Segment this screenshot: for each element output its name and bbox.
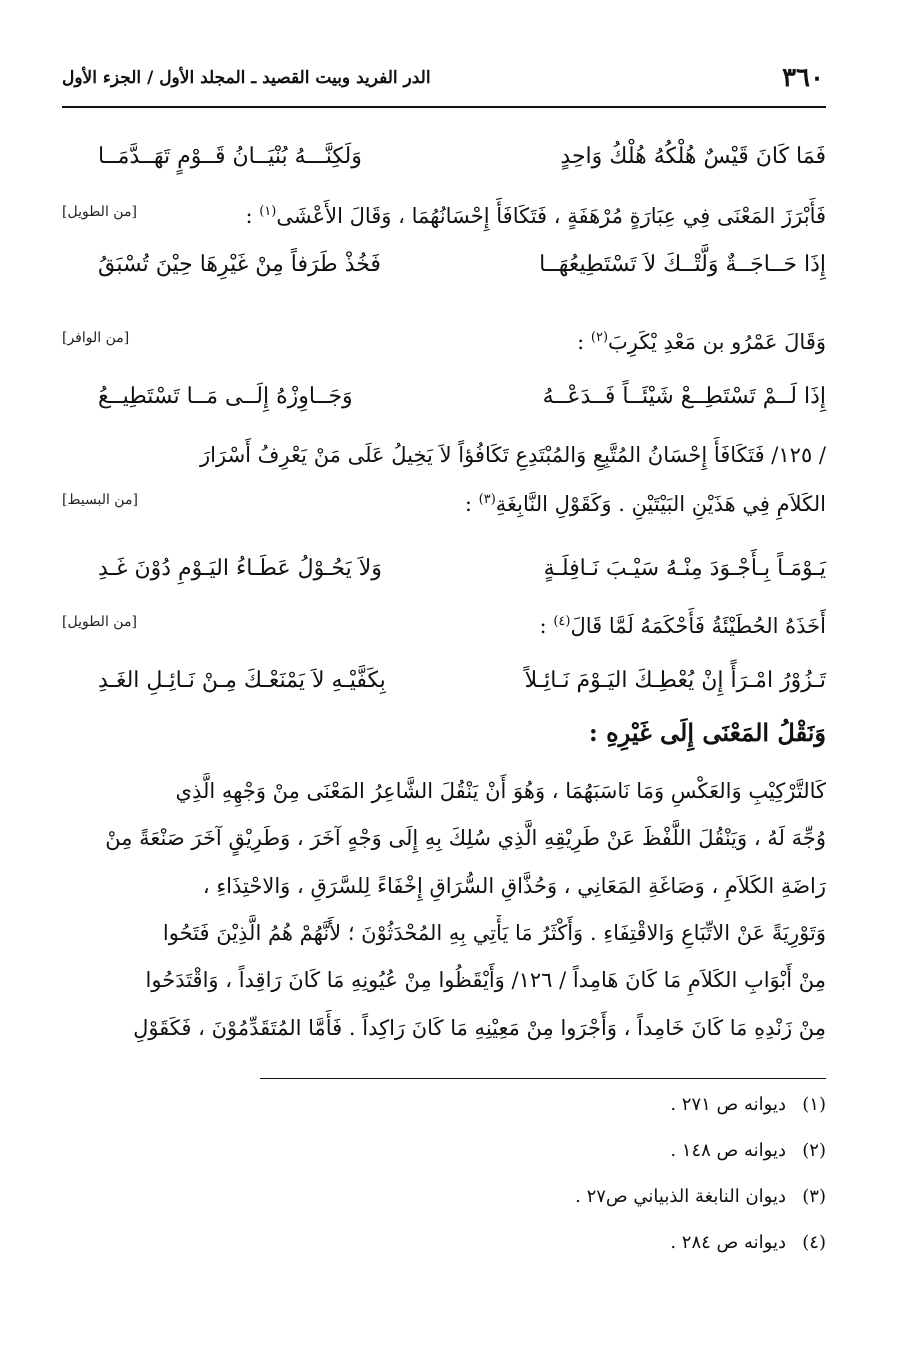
meter-label: [من الوافر] bbox=[62, 330, 130, 346]
footnote-text: ديوانه ص ٢٨٤ . bbox=[670, 1232, 786, 1253]
verse-line bbox=[98, 660, 826, 700]
footnote-marker[interactable]: (٤) bbox=[553, 614, 571, 629]
meter-label: [من الطويل] bbox=[62, 614, 137, 630]
prose-text: أَخَذَهُ الحُطَيْئَةُ فَأَحْكَمَهُ لَمَّا قَالَ bbox=[570, 614, 826, 638]
verse-first-hemistich: فَمَا كَانَ قَيْسٌ هُلْكُهُ هُلْكُ وَاحِدٍ bbox=[560, 143, 826, 169]
footnote bbox=[670, 1094, 826, 1115]
footnote-number: (٤) bbox=[802, 1232, 826, 1253]
prose-colon: : bbox=[464, 492, 479, 516]
prose-colon: : bbox=[577, 330, 591, 354]
verse-second-hemistich: وَجَــاوِزْهُ إِلَــى مَــا تَسْتَطِيــعُ bbox=[98, 383, 353, 409]
footnote bbox=[575, 1186, 826, 1207]
footnote bbox=[670, 1140, 826, 1161]
footnote-number: (٣) bbox=[802, 1186, 826, 1207]
paragraph-line: رَاضَةِ الكَلاَمِ ، وَصَاغَةِ المَعَانِي ، وَحُذَّاقِ السُّرَاقِ إِخْفَاءً لِلسَّرَقِ ، وَالاحْتِذَاءِ ، bbox=[202, 874, 826, 898]
prose-text: وَقَالَ عَمْرُو بن مَعْدِ يْكَرِبَ bbox=[608, 330, 826, 354]
verse-first-hemistich: إِذَا حَــاجَــةٌ وَلَّتْــكَ لاَ تَسْتَطِيعُهَــا bbox=[539, 251, 826, 277]
footnote-number: (١) bbox=[802, 1094, 826, 1115]
paragraph-line: مِنْ أَبْوَابِ الكَلاَمِ مَا كَانَ هَامِداً / ١٢٦/ وَأَيْقَظُوا مِنْ عُيُونِهِ مَا كَانَ رَاقِداً ، وَاقْتَدَحُوا bbox=[145, 968, 826, 992]
prose-line bbox=[62, 320, 826, 360]
footnote-marker[interactable]: (١) bbox=[259, 204, 277, 219]
verse-second-hemistich: بِكَفَّيْـهِ لاَ يَمْنَعْـكَ مِـنْ نَـائِـلِ الغَـدِ bbox=[98, 667, 386, 693]
footnote bbox=[670, 1232, 826, 1253]
verse-line bbox=[98, 244, 826, 284]
section-heading: وَنَقْلُ المَعْنَى إِلَى غَيْرِهِ : bbox=[588, 718, 826, 747]
paragraph-line: كَالتَّرْكِيْبِ وَالعَكْسِ وَمَا نَاسَبَهُمَا ، وَهُوَ أَنْ يَنْقُلَ الشَّاعِرُ المَعْنَى مِنْ وَجْهِهِ الَّذِي bbox=[175, 779, 826, 803]
footnote-text: ديوانه ص ١٤٨ . bbox=[670, 1140, 786, 1161]
running-title: الدر الفريد وبيت القصيد ـ المجلد الأول / الجزء الأول bbox=[62, 68, 431, 88]
paragraph-line: وَتَوْرِيَةً عَنْ الاتِّبَاعِ وَالاقْتِفَاءِ . وَأَكْثَرُ مَا يَأْتِي بِهِ المُحْدَثُوْنَ ؛ لأَنَّهُمْ هُمُ الَّذِيْنَ فَتَحُوا bbox=[162, 921, 826, 945]
verse-line bbox=[98, 548, 826, 588]
verse-line bbox=[98, 136, 826, 176]
page-number: ٣٦٠ bbox=[782, 63, 824, 93]
prose-line bbox=[62, 194, 826, 234]
footnote-text: ديوانه ص ٢٧١ . bbox=[670, 1094, 786, 1115]
verse-first-hemistich: تَـزُوْرُ امْـرَأً إِنْ يُعْطِـكَ اليَـوْمَ نَـائِـلاً bbox=[524, 667, 826, 693]
paragraph-line: مِنْ زَنْدِهِ مَا كَانَ خَامِداً ، وَأَجْرَوا مِنْ مَعِيْنِهِ مَا كَانَ رَاكِداً . فَأَمَّا المُتَقَدِّمُوْنَ ، فَكَقَوْلِ bbox=[133, 1016, 826, 1040]
verse-second-hemistich: وَلاَ يَحُـوْلُ عَطَـاءُ اليَـوْمِ دُوْنَ غَـدِ bbox=[98, 555, 382, 581]
prose-colon: : bbox=[539, 614, 554, 638]
header-rule bbox=[62, 106, 826, 108]
footnote-marker[interactable]: (٣) bbox=[478, 492, 496, 507]
verse-second-hemistich: فَخُذْ طَرَفاً مِنْ غَيْرِهَا حِيْنَ تُسْبَقُ bbox=[98, 251, 381, 277]
verse-line bbox=[98, 376, 826, 416]
prose-line bbox=[62, 604, 826, 644]
page-header bbox=[62, 58, 824, 98]
prose-colon: : bbox=[245, 204, 260, 228]
footnote-text: ديوان النابغة الذبياني ص٢٧ . bbox=[575, 1186, 786, 1207]
verse-first-hemistich: يَـوْمَـاً بِـأَجْـوَدَ مِنْـهُ سَيْـبَ نَـافِلَـةٍ bbox=[543, 555, 826, 581]
prose-text: الكَلاَمِ فِي هَذَيْنِ البَيْتَيْنِ . وَكَقَوْلِ النَّابِغَةِ bbox=[495, 492, 826, 516]
footnote-marker[interactable]: (٢) bbox=[590, 330, 609, 345]
paragraph-line: وُجِّهَ لَهُ ، وَيَنْقُلَ اللَّفْظَ عَنْ طَرِيْقِهِ الَّذِي سُلِكَ بِهِ إِلَى وَجْهٍ آخَرَ ، وَطَرِيْقٍ آخَرَ صَنْعَةً مِنْ bbox=[105, 826, 826, 850]
prose-text: فَأَبْرَزَ المَعْنَى فِي عِبَارَةٍ مُرْهَفَةٍ ، فَتَكَافَأَ إِحْسَانُهُمَا ، وَقَالَ الأَعْشَى bbox=[276, 204, 826, 228]
prose-line bbox=[62, 482, 826, 522]
footnote-rule bbox=[260, 1078, 826, 1079]
prose-text: / ١٢٥/ فَتَكَافَأَ إِحْسَانُ المُتَّبِعِ وَالمُبْتَدِعِ تَكَافُؤاً لاَ يَخِيلُ عَلَى مَنْ يَعْرِفُ أَسْرَارَ bbox=[200, 443, 826, 467]
prose-line bbox=[62, 437, 826, 473]
footnote-number: (٢) bbox=[802, 1140, 826, 1161]
verse-second-hemistich: وَلَكِنَّـــهُ بُنْيَــانُ قَــوْمٍ تَهَــدَّمَــا bbox=[98, 143, 362, 169]
verse-first-hemistich: إِذَا لَــمْ تَسْتَطِــعْ شَيْئَــاً فَــدَعْــهُ bbox=[542, 383, 826, 409]
meter-label: [من البسيط] bbox=[62, 492, 138, 508]
meter-label: [من الطويل] bbox=[62, 204, 137, 220]
